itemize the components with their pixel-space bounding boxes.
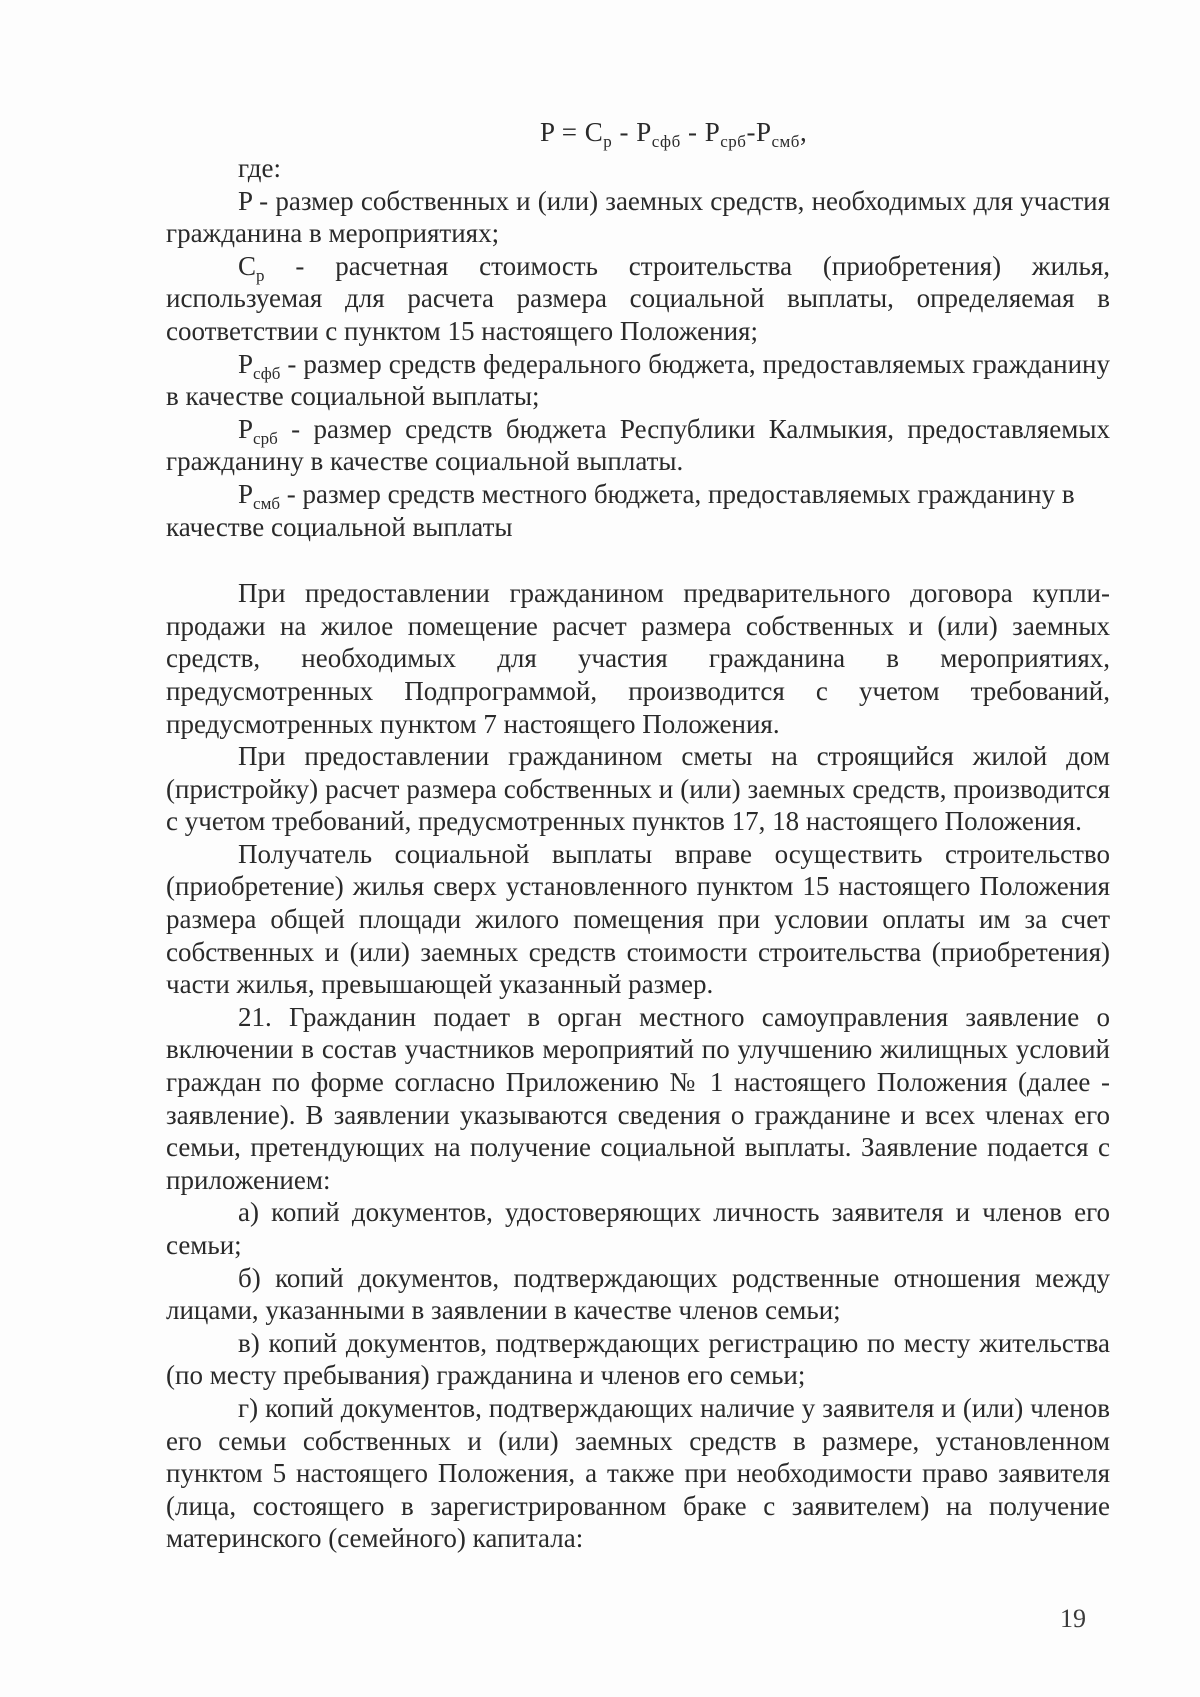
definition-psfb-subscript: сфб [253, 363, 281, 383]
definition-psmb-symbol: P [238, 478, 254, 509]
definition-psrb [166, 413, 1110, 478]
list-item-g: г) копий документов, подтверждающих наличие у заявителя и (или) членов его семьи собственных и (или) заемных средств в размере, установленном пунктом 5 настоящего Положения, а также при необходимости право заявителя (лица, состоящего в зарегистрированном браке с заявителем) на получение материнского (семейного) капитала: [166, 1392, 1110, 1554]
definition-psmb-text: - размер средств местного бюджета, предоставляемых гражданину в качестве социальной выплаты [166, 478, 1075, 542]
definition-cr-symbol: C [238, 250, 257, 281]
definition-cr [166, 250, 1110, 348]
definition-psfb-text: - размер средств федерального бюджета, предоставляемых гражданину в качестве социальной выплаты; [166, 348, 1110, 412]
definition-psfb [166, 348, 1110, 413]
formula-minus-3: - [746, 117, 756, 147]
formula-p3-subscript: смб [771, 132, 800, 151]
definition-psrb-subscript: срб [253, 428, 278, 448]
paragraph-contract: При предоставлении гражданином предварительного договора купли-продажи на жилое помещение расчет размера собственных и (или) заемных средств, необходимых для участия гражданина в мероприятиях, предусмотренных Подпрограммой, производится с учетом требований, предусмотренных пунктом 7 настоящего Положения. [166, 578, 1110, 739]
definition-psmb [166, 478, 1110, 543]
list-item-v: в) копий документов, подтверждающих регистрацию по месту жительства (по месту пребывания) гражданина и членов его семьи; [166, 1327, 1110, 1391]
page-number: 19 [1060, 1604, 1086, 1633]
formula [166, 112, 1110, 152]
formula-p1-subscript: сфб [651, 132, 681, 151]
definition-psrb-text: - размер средств бюджета Республики Калмыкия, предоставляемых гражданину в качестве социальной выплаты. [166, 413, 1110, 477]
formula-p3: P [755, 117, 772, 147]
formula-p1: P [636, 117, 652, 147]
where-label: где: [238, 153, 281, 183]
formula-equals: = [554, 117, 585, 147]
list-item-b: б) копий документов, подтверждающих родственные отношения между лицами, указанными в заявлении в качестве членов семьи; [166, 1262, 1110, 1326]
paragraph-estimate: При предоставлении гражданином сметы на строящийся жилой дом (пристройку) расчет размера собственных и (или) заемных средств, производится с учетом требований, предусмотренных пунктов 17, 18 настоящего Положения. [166, 741, 1110, 837]
formula-p2: P [704, 117, 721, 147]
list-item-a: а) копий документов, удостоверяющих личность заявителя и членов его семьи; [166, 1197, 1110, 1260]
formula-lhs: P [540, 117, 555, 147]
formula-c-subscript: р [603, 132, 613, 151]
document-body [166, 112, 1110, 1555]
paragraph-recipient: Получатель социальной выплаты вправе осуществить строительство (приобретение) жилья сверх установленного пунктом 15 настоящего Положения размера общей площади жилого помещения при условии оплаты им за счет собственных и (или) заемных средств стоимости строительства (приобретения) части жилья, превышающей указанный размер. [166, 838, 1110, 1000]
formula-minus-2: - [680, 117, 705, 147]
definition-psmb-subscript: смб [253, 493, 280, 513]
definition-p: P - размер собственных и (или) заемных средств, необходимых для участия гражданина в мероприятиях; [166, 185, 1110, 249]
definition-cr-text: - расчетная стоимость строительства (приобретения) жилья, используемая для расчета размера социальной выплаты, определяемая в соответствии с пунктом 15 настоящего Положения; [166, 250, 1110, 346]
definition-psfb-symbol: P [238, 348, 254, 379]
formula-minus-1: - [612, 117, 637, 147]
formula-p2-subscript: срб [720, 132, 747, 151]
formula-tail: , [799, 117, 808, 147]
formula-c: C [584, 117, 604, 147]
definition-cr-subscript: р [256, 265, 265, 285]
definition-psrb-symbol: P [238, 413, 254, 444]
paragraph-gap [166, 543, 1110, 577]
paragraph-clause-21: 21. Гражданин подает в орган местного самоуправления заявление о включении в состав участников мероприятий по улучшению жилищных условий граждан по форме согласно Приложению № 1 настоящего Положения (далее - заявление). В заявлении указываются сведения о гражданине и всех членах его семьи, претендующих на получение социальной выплаты. Заявление подается с приложением: [166, 1001, 1110, 1195]
